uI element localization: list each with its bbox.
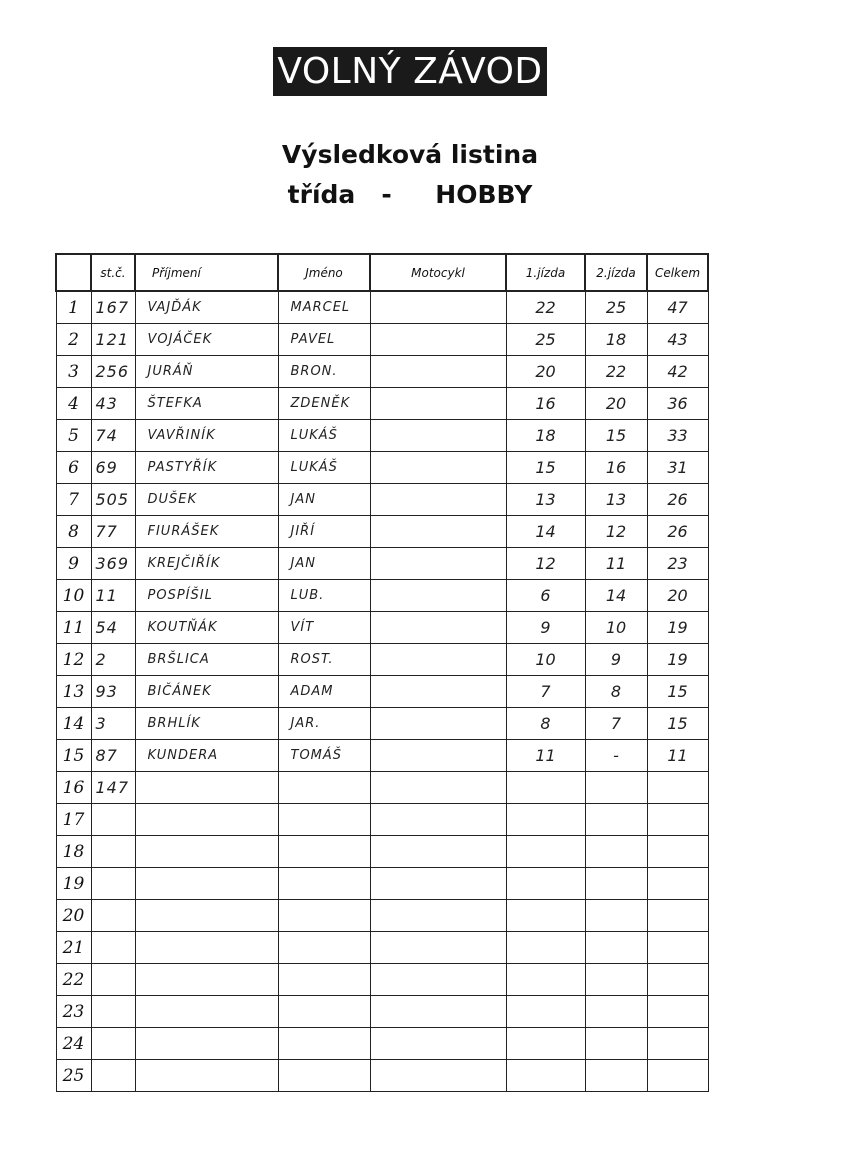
ride-1-cell	[506, 932, 585, 964]
motorcycle-cell	[370, 1060, 506, 1092]
start-number-cell	[91, 900, 135, 932]
surname-cell: DUŠEK	[135, 484, 278, 516]
first-name-cell: VÍT	[278, 612, 370, 644]
surname-cell	[135, 772, 278, 804]
surname-cell: VOJÁČEK	[135, 324, 278, 356]
surname-cell: BRHLÍK	[135, 708, 278, 740]
surname-cell: POSPÍŠIL	[135, 580, 278, 612]
start-number-cell: 77	[91, 516, 135, 548]
total-cell: 33	[647, 420, 708, 452]
ride-1-cell	[506, 804, 585, 836]
rank-cell: 20	[56, 900, 91, 932]
first-name-cell	[278, 772, 370, 804]
ride-2-cell	[585, 804, 647, 836]
header-total: Celkem	[647, 254, 708, 291]
rank-cell: 1	[56, 291, 91, 324]
ride-2-cell: 14	[585, 580, 647, 612]
first-name-cell	[278, 996, 370, 1028]
start-number-cell: 147	[91, 772, 135, 804]
surname-cell	[135, 804, 278, 836]
ride-2-cell	[585, 1060, 647, 1092]
surname-cell: ŠTEFKA	[135, 388, 278, 420]
surname-cell	[135, 932, 278, 964]
start-number-cell: 93	[91, 676, 135, 708]
race-title-banner: VOLNÝ ZÁVOD	[273, 47, 547, 96]
rank-cell: 12	[56, 644, 91, 676]
rank-cell: 21	[56, 932, 91, 964]
ride-2-cell	[585, 900, 647, 932]
motorcycle-cell	[370, 612, 506, 644]
start-number-cell: 11	[91, 580, 135, 612]
ride-1-cell: 25	[506, 324, 585, 356]
start-number-cell	[91, 1028, 135, 1060]
ride-2-cell: 16	[585, 452, 647, 484]
table-row	[56, 420, 708, 452]
motorcycle-cell	[370, 676, 506, 708]
header-start-number: st.č.	[91, 254, 135, 291]
total-cell: 11	[647, 740, 708, 772]
total-cell: 47	[647, 291, 708, 324]
motorcycle-cell	[370, 516, 506, 548]
first-name-cell: TOMÁŠ	[278, 740, 370, 772]
first-name-cell: JIŘÍ	[278, 516, 370, 548]
start-number-cell	[91, 804, 135, 836]
motorcycle-cell	[370, 388, 506, 420]
motorcycle-cell	[370, 996, 506, 1028]
ride-1-cell: 13	[506, 484, 585, 516]
ride-2-cell: 9	[585, 644, 647, 676]
motorcycle-cell	[370, 836, 506, 868]
first-name-cell: LUB.	[278, 580, 370, 612]
total-cell: 43	[647, 324, 708, 356]
ride-2-cell: 13	[585, 484, 647, 516]
first-name-cell: PAVEL	[278, 324, 370, 356]
motorcycle-cell	[370, 356, 506, 388]
ride-1-cell	[506, 1060, 585, 1092]
ride-1-cell: 9	[506, 612, 585, 644]
rank-cell: 10	[56, 580, 91, 612]
table-row	[56, 996, 708, 1028]
total-cell	[647, 804, 708, 836]
table-row	[56, 932, 708, 964]
start-number-cell: 87	[91, 740, 135, 772]
table-header-row	[56, 254, 708, 291]
ride-2-cell: 8	[585, 676, 647, 708]
first-name-cell: ZDENĚK	[278, 388, 370, 420]
surname-cell: JURÁŇ	[135, 356, 278, 388]
ride-2-cell	[585, 868, 647, 900]
ride-1-cell: 12	[506, 548, 585, 580]
table-row	[56, 548, 708, 580]
start-number-cell: 167	[91, 291, 135, 324]
total-cell: 23	[647, 548, 708, 580]
surname-cell	[135, 836, 278, 868]
start-number-cell	[91, 932, 135, 964]
motorcycle-cell	[370, 1028, 506, 1060]
ride-1-cell: 15	[506, 452, 585, 484]
total-cell	[647, 836, 708, 868]
start-number-cell: 69	[91, 452, 135, 484]
start-number-cell: 3	[91, 708, 135, 740]
start-number-cell	[91, 868, 135, 900]
surname-cell: VAJĎÁK	[135, 291, 278, 324]
first-name-cell	[278, 804, 370, 836]
header-surname: Příjmení	[135, 254, 278, 291]
table-row	[56, 804, 708, 836]
ride-2-cell: 18	[585, 324, 647, 356]
surname-cell	[135, 868, 278, 900]
motorcycle-cell	[370, 548, 506, 580]
rank-cell: 18	[56, 836, 91, 868]
ride-1-cell: 7	[506, 676, 585, 708]
motorcycle-cell	[370, 484, 506, 516]
ride-1-cell: 6	[506, 580, 585, 612]
rank-cell: 14	[56, 708, 91, 740]
table-row	[56, 900, 708, 932]
ride-2-cell	[585, 836, 647, 868]
ride-2-cell: 12	[585, 516, 647, 548]
motorcycle-cell	[370, 324, 506, 356]
table-row	[56, 388, 708, 420]
surname-cell: VAVŘINÍK	[135, 420, 278, 452]
total-cell	[647, 964, 708, 996]
start-number-cell: 256	[91, 356, 135, 388]
start-number-cell: 505	[91, 484, 135, 516]
start-number-cell: 369	[91, 548, 135, 580]
header-name: Jméno	[278, 254, 370, 291]
ride-1-cell	[506, 1028, 585, 1060]
header-ride-2: 2.jízda	[585, 254, 647, 291]
table-row	[56, 516, 708, 548]
total-cell: 36	[647, 388, 708, 420]
rank-cell: 25	[56, 1060, 91, 1092]
first-name-cell: LUKÁŠ	[278, 420, 370, 452]
first-name-cell: MARCEL	[278, 291, 370, 324]
surname-cell: FIURÁŠEK	[135, 516, 278, 548]
motorcycle-cell	[370, 900, 506, 932]
motorcycle-cell	[370, 420, 506, 452]
ride-1-cell	[506, 772, 585, 804]
table-row	[56, 964, 708, 996]
ride-2-cell	[585, 1028, 647, 1060]
total-cell	[647, 1028, 708, 1060]
ride-2-cell	[585, 932, 647, 964]
rank-cell: 11	[56, 612, 91, 644]
header-ride-1: 1.jízda	[506, 254, 585, 291]
ride-1-cell: 11	[506, 740, 585, 772]
first-name-cell	[278, 932, 370, 964]
total-cell: 26	[647, 516, 708, 548]
ride-2-cell	[585, 964, 647, 996]
rank-cell: 8	[56, 516, 91, 548]
ride-1-cell	[506, 836, 585, 868]
surname-cell: KREJČIŘÍK	[135, 548, 278, 580]
total-cell: 26	[647, 484, 708, 516]
total-cell	[647, 996, 708, 1028]
table-row	[56, 868, 708, 900]
ride-1-cell	[506, 900, 585, 932]
rank-cell: 13	[56, 676, 91, 708]
ride-2-cell: 7	[585, 708, 647, 740]
motorcycle-cell	[370, 932, 506, 964]
ride-2-cell: 22	[585, 356, 647, 388]
start-number-cell: 43	[91, 388, 135, 420]
start-number-cell: 74	[91, 420, 135, 452]
total-cell: 20	[647, 580, 708, 612]
surname-cell	[135, 1060, 278, 1092]
first-name-cell: JAN	[278, 484, 370, 516]
surname-cell: BRŠLICA	[135, 644, 278, 676]
table-row	[56, 676, 708, 708]
ride-1-cell	[506, 868, 585, 900]
header-motorcycle: Motocykl	[370, 254, 506, 291]
surname-cell	[135, 1028, 278, 1060]
ride-2-cell	[585, 996, 647, 1028]
ride-1-cell	[506, 996, 585, 1028]
first-name-cell	[278, 868, 370, 900]
ride-2-cell: 10	[585, 612, 647, 644]
total-cell	[647, 772, 708, 804]
total-cell	[647, 1060, 708, 1092]
table-row	[56, 708, 708, 740]
surname-cell: KUNDERA	[135, 740, 278, 772]
surname-cell: PASTYŘÍK	[135, 452, 278, 484]
surname-cell: BIČÁNEK	[135, 676, 278, 708]
motorcycle-cell	[370, 644, 506, 676]
total-cell	[647, 900, 708, 932]
first-name-cell: BRON.	[278, 356, 370, 388]
surname-cell	[135, 964, 278, 996]
first-name-cell	[278, 900, 370, 932]
total-cell: 19	[647, 612, 708, 644]
rank-cell: 3	[56, 356, 91, 388]
ride-2-cell: 11	[585, 548, 647, 580]
ride-2-cell	[585, 772, 647, 804]
surname-cell	[135, 996, 278, 1028]
rank-cell: 4	[56, 388, 91, 420]
first-name-cell	[278, 964, 370, 996]
rank-cell: 16	[56, 772, 91, 804]
ride-1-cell: 14	[506, 516, 585, 548]
table-row	[56, 740, 708, 772]
motorcycle-cell	[370, 804, 506, 836]
table-row	[56, 612, 708, 644]
table-row	[56, 836, 708, 868]
start-number-cell	[91, 1060, 135, 1092]
motorcycle-cell	[370, 291, 506, 324]
start-number-cell	[91, 836, 135, 868]
first-name-cell	[278, 836, 370, 868]
motorcycle-cell	[370, 868, 506, 900]
table-row	[56, 1028, 708, 1060]
ride-2-cell: 25	[585, 291, 647, 324]
motorcycle-cell	[370, 964, 506, 996]
ride-1-cell: 8	[506, 708, 585, 740]
surname-cell	[135, 900, 278, 932]
total-cell: 42	[647, 356, 708, 388]
header-rank	[56, 254, 91, 291]
rank-cell: 2	[56, 324, 91, 356]
total-cell: 31	[647, 452, 708, 484]
first-name-cell: ADAM	[278, 676, 370, 708]
table-row	[56, 356, 708, 388]
class-title: třída - HOBBY	[287, 180, 533, 209]
table-row	[56, 291, 708, 324]
first-name-cell: JAR.	[278, 708, 370, 740]
ride-1-cell: 10	[506, 644, 585, 676]
rank-cell: 19	[56, 868, 91, 900]
table-row	[56, 484, 708, 516]
rank-cell: 15	[56, 740, 91, 772]
first-name-cell	[278, 1060, 370, 1092]
rank-cell: 22	[56, 964, 91, 996]
total-cell: 15	[647, 676, 708, 708]
ride-2-cell: 20	[585, 388, 647, 420]
start-number-cell: 2	[91, 644, 135, 676]
start-number-cell: 54	[91, 612, 135, 644]
motorcycle-cell	[370, 452, 506, 484]
ride-2-cell: 15	[585, 420, 647, 452]
ride-1-cell: 22	[506, 291, 585, 324]
motorcycle-cell	[370, 740, 506, 772]
table-row	[56, 452, 708, 484]
rank-cell: 24	[56, 1028, 91, 1060]
motorcycle-cell	[370, 580, 506, 612]
rank-cell: 17	[56, 804, 91, 836]
ride-1-cell: 18	[506, 420, 585, 452]
start-number-cell: 121	[91, 324, 135, 356]
total-cell	[647, 868, 708, 900]
first-name-cell: JAN	[278, 548, 370, 580]
rank-cell: 7	[56, 484, 91, 516]
motorcycle-cell	[370, 772, 506, 804]
rank-cell: 6	[56, 452, 91, 484]
total-cell: 19	[647, 644, 708, 676]
first-name-cell: LUKÁŠ	[278, 452, 370, 484]
results-table	[55, 253, 709, 1092]
ride-1-cell: 20	[506, 356, 585, 388]
rank-cell: 5	[56, 420, 91, 452]
table-row	[56, 580, 708, 612]
start-number-cell	[91, 996, 135, 1028]
table-row	[56, 1060, 708, 1092]
table-row	[56, 324, 708, 356]
results-sheet-title: Výsledková listina	[281, 140, 539, 169]
rank-cell: 9	[56, 548, 91, 580]
first-name-cell: ROST.	[278, 644, 370, 676]
ride-1-cell	[506, 964, 585, 996]
ride-2-cell: -	[585, 740, 647, 772]
start-number-cell	[91, 964, 135, 996]
motorcycle-cell	[370, 708, 506, 740]
surname-cell: KOUTŇÁK	[135, 612, 278, 644]
first-name-cell	[278, 1028, 370, 1060]
table-row	[56, 772, 708, 804]
total-cell	[647, 932, 708, 964]
ride-1-cell: 16	[506, 388, 585, 420]
rank-cell: 23	[56, 996, 91, 1028]
table-row	[56, 644, 708, 676]
total-cell: 15	[647, 708, 708, 740]
